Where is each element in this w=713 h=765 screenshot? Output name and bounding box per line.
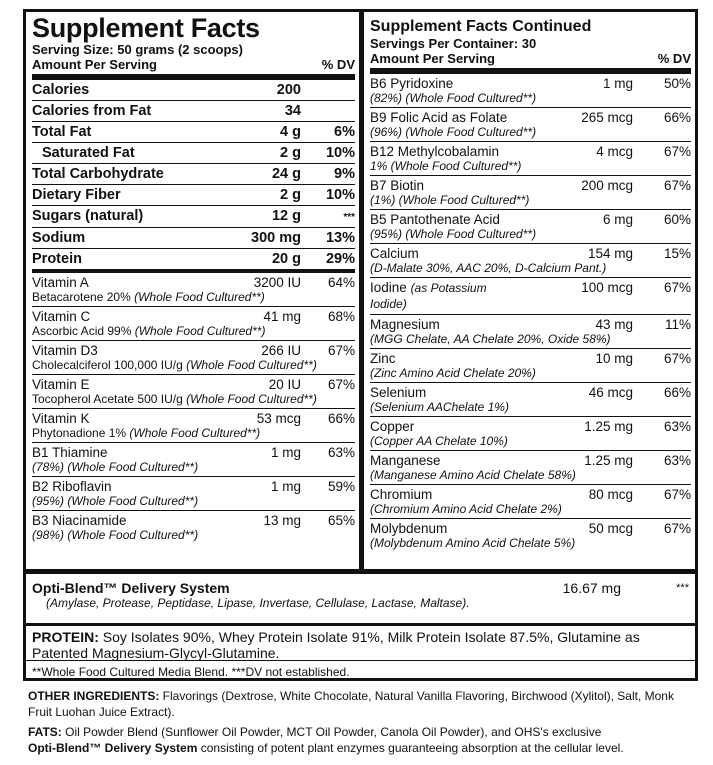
- continued-title: Supplement Facts Continued: [370, 18, 592, 35]
- nutrient-dv: 66%: [663, 110, 691, 125]
- nutrient-name: Selenium: [370, 385, 427, 400]
- nutrient-dv: 63%: [663, 419, 691, 434]
- nutrient-amount: 265 mcg: [581, 110, 633, 125]
- nutrient-dv: 67%: [663, 487, 691, 502]
- nutrient-name: Chromium: [370, 487, 433, 502]
- nutrient-dv: 67%: [663, 144, 691, 159]
- vitamin-amount: 53 mcg: [256, 411, 301, 426]
- vitamin-dv: 67%: [327, 343, 355, 358]
- other-ingredients-text: Flavorings (Dextrose, White Chocolate, Natural Vanilla Flavoring, Birchwood (Xylitol), Salt, Monk Fruit Luohan Juice Extract).: [28, 689, 674, 719]
- nutrient-source: (Zinc Amino Acid Chelate 20%): [370, 366, 536, 380]
- vitamin-name: Vitamin C: [32, 309, 91, 324]
- nutrient-amount: 154 mg: [587, 246, 633, 261]
- nutrient-row: [370, 519, 691, 552]
- nutrient-row: [370, 383, 691, 417]
- other-ingredients: [28, 688, 688, 756]
- macro-row: [32, 101, 355, 122]
- protein-text: Soy Isolates 90%, Whey Protein Isolate 91%, Milk Protein Isolate 87.5%, Glutamine as Patented Magnesium-Glycyl-Glutamine.: [32, 629, 640, 661]
- nutrient-row: [370, 485, 691, 519]
- protein-label: PROTEIN:: [32, 629, 99, 645]
- macro-name: Sugars (natural): [32, 208, 144, 224]
- nutrient-source: (95%) (Whole Food Cultured**): [370, 227, 537, 241]
- servings-per-container: Servings Per Container: 30: [370, 36, 537, 51]
- macro-row: [32, 80, 355, 101]
- vitamin-dv: 67%: [327, 377, 355, 392]
- nutrient-dv: 60%: [663, 212, 691, 227]
- macro-amount: 34: [284, 103, 301, 119]
- nutrient-name: B5 Pantothenate Acid: [370, 212, 500, 227]
- protein-sources: [26, 623, 695, 664]
- vitamin-source: Cholecalciferol 100,000 IU/g: [32, 358, 187, 372]
- macro-row: [32, 143, 355, 164]
- macro-name: Saturated Fat: [42, 145, 135, 161]
- left-column: [26, 12, 359, 544]
- supplement-facts-panel: [23, 9, 698, 681]
- nutrient-amount: 10 mg: [595, 351, 633, 366]
- vitamin-name: B1 Thiamine: [32, 445, 108, 460]
- vitamin-amount: 13 mg: [263, 513, 301, 528]
- right-column: [365, 12, 695, 552]
- vitamin-dv: 66%: [327, 411, 355, 426]
- macro-amount: 2 g: [280, 145, 301, 161]
- nutrient-name: Copper: [370, 419, 415, 434]
- nutrient-row: [370, 244, 691, 278]
- macro-name: Total Carbohydrate: [32, 166, 164, 182]
- nutrient-amount: 50 mcg: [588, 521, 633, 536]
- nutrient-source: (MGG Chelate, AA Chelate 20%, Oxide 58%): [370, 332, 611, 346]
- nutrient-dv: 11%: [664, 317, 691, 332]
- opti-blend-enzymes: (Amylase, Protease, Peptidase, Lipase, Invertase, Cellulase, Lactase, Maltase).: [46, 596, 470, 610]
- nutrient-source: (Manganese Amino Acid Chelate 58%): [370, 468, 576, 482]
- nutrient-row: [370, 278, 691, 315]
- macro-amount: 20 g: [271, 251, 301, 267]
- nutrient-name: B7 Biotin: [370, 178, 425, 193]
- footnote: **Whole Food Cultured Media Blend. ***DV not established.: [26, 660, 695, 683]
- nutrient-source: (82%) (Whole Food Cultured**): [370, 91, 537, 105]
- nutrient-name: Magnesium: [370, 317, 440, 332]
- vitamin-amount: 41 mg: [263, 309, 301, 324]
- macro-dv: 9%: [334, 166, 355, 182]
- nutrient-source: (as Potassium Iodide): [370, 281, 487, 311]
- nutrient-name: Zinc: [370, 351, 396, 366]
- nutrient-amount: 4 mcg: [596, 144, 633, 159]
- nutrient-source: (1%) (Whole Food Cultured**): [370, 193, 530, 207]
- left-header: [32, 57, 355, 80]
- nutrient-source: (Chromium Amino Acid Chelate 2%): [370, 502, 562, 516]
- vitamin-row: [32, 477, 355, 511]
- opti-blend-amount: 16.67 mg: [562, 580, 621, 596]
- macro-dv: 10%: [325, 187, 355, 203]
- nutrient-amount: 1.25 mg: [584, 419, 633, 434]
- nutrient-dv: 67%: [663, 521, 691, 536]
- nutrient-name: Molybdenum: [370, 521, 448, 536]
- macro-amount: 12 g: [271, 208, 301, 224]
- macro-amount: 24 g: [271, 166, 301, 182]
- vitamin-row: [32, 409, 355, 443]
- macro-dv: 13%: [325, 230, 355, 246]
- macro-name: Calories from Fat: [32, 103, 152, 119]
- vitamin-source-note: (Whole Food Cultured**): [186, 392, 317, 406]
- other-ingredients-label: OTHER INGREDIENTS:: [28, 689, 160, 703]
- panel-title: Supplement Facts: [32, 13, 260, 43]
- vitamin-name: B2 Riboflavin: [32, 479, 112, 494]
- vitamin-name: Vitamin E: [32, 377, 90, 392]
- nutrient-dv: 50%: [663, 76, 691, 91]
- nutrient-source: (Copper AA Chelate 10%): [370, 434, 508, 448]
- macro-amount: 300 mg: [251, 230, 301, 246]
- nutrient-row: [370, 74, 691, 108]
- macro-row: [32, 228, 355, 249]
- vitamin-source: Tocopherol Acetate 500 IU/g: [32, 392, 187, 406]
- vitamin-source-note: (Whole Food Cultured**): [134, 324, 266, 338]
- nutrient-source: (Selenium AAChelate 1%): [370, 400, 509, 414]
- macro-amount: 2 g: [280, 187, 301, 203]
- vitamin-amount: 1 mg: [270, 445, 301, 460]
- macro-dv: ***: [343, 212, 355, 223]
- opti-blend-label: Opti-Blend™ Delivery System: [28, 741, 198, 755]
- vitamin-source-note: (98%) (Whole Food Cultured**): [32, 528, 199, 542]
- vitamin-source-note: (Whole Food Cultured**): [186, 358, 317, 372]
- nutrient-dv: 67%: [663, 351, 691, 366]
- macro-amount: 200: [276, 82, 301, 98]
- vitamin-source-note: (Whole Food Cultured**): [134, 290, 265, 304]
- opti-blend-section: [26, 569, 695, 613]
- vitamin-dv: 65%: [327, 513, 355, 528]
- nutrient-source: 1% (Whole Food Cultured**): [370, 159, 522, 173]
- nutrient-dv: 63%: [663, 453, 691, 468]
- nutrient-amount: 46 mcg: [588, 385, 633, 400]
- vitamin-amount: 1 mg: [270, 479, 301, 494]
- nutrient-name: B6 Pyridoxine: [370, 76, 454, 91]
- macro-name: Calories: [32, 82, 90, 98]
- nutrient-source: (Molybdenum Amino Acid Chelate 5%): [370, 536, 576, 550]
- vitamin-amount: 20 IU: [268, 377, 301, 392]
- nutrient-source: (96%) (Whole Food Cultured**): [370, 125, 537, 139]
- opti-blend-dv: ***: [676, 582, 689, 594]
- vitamin-row: [32, 375, 355, 409]
- nutrient-dv: 66%: [663, 385, 691, 400]
- macro-row: [32, 206, 355, 228]
- vitamin-row: [32, 307, 355, 341]
- macro-dv: 6%: [334, 124, 355, 140]
- macro-name: Total Fat: [32, 124, 92, 140]
- vitamin-row: [32, 341, 355, 375]
- macro-amount: 4 g: [280, 124, 301, 140]
- vitamin-row: [32, 273, 355, 307]
- vitamin-amount: 266 IU: [261, 343, 301, 358]
- nutrient-row: [370, 210, 691, 244]
- vitamin-name: Vitamin K: [32, 411, 90, 426]
- vitamin-source: Ascorbic Acid 99%: [32, 324, 135, 338]
- opti-blend-name: Opti-Blend™ Delivery System: [32, 580, 230, 596]
- vitamin-source: Betacarotene 20%: [32, 290, 135, 304]
- vitamin-dv: 63%: [327, 445, 355, 460]
- vitamin-row: [32, 443, 355, 477]
- macro-row: [32, 122, 355, 143]
- serving-size: Serving Size: 50 grams (2 scoops): [32, 42, 243, 57]
- nutrient-dv: 67%: [663, 280, 691, 295]
- nutrient-amount: 1 mg: [602, 76, 633, 91]
- nutrient-name: Calcium: [370, 246, 419, 261]
- vitamin-name: Vitamin D3: [32, 343, 98, 358]
- vitamin-name: Vitamin A: [32, 275, 89, 290]
- right-header: [370, 51, 691, 74]
- macro-row: [32, 164, 355, 185]
- vitamin-source-note: (78%) (Whole Food Cultured**): [32, 460, 199, 474]
- nutrient-amount: 80 mcg: [588, 487, 633, 502]
- vitamin-source-note: (95%) (Whole Food Cultured**): [32, 494, 199, 508]
- vitamin-dv: 64%: [327, 275, 355, 290]
- nutrient-source: (D-Malate 30%, AAC 20%, D-Calcium Pant.): [370, 261, 607, 275]
- opti-blend-text: consisting of potent plant enzymes guaranteeing absorption at the cellular level.: [197, 741, 624, 755]
- nutrient-row: [370, 451, 691, 485]
- macro-row: [32, 249, 355, 273]
- vitamin-name: B3 Niacinamide: [32, 513, 127, 528]
- macro-name: Protein: [32, 251, 82, 267]
- vitamin-dv: 68%: [327, 309, 355, 324]
- macro-name: Dietary Fiber: [32, 187, 121, 203]
- vitamin-source-note: (Whole Food Cultured**): [129, 426, 261, 440]
- nutrient-row: [370, 315, 691, 349]
- macro-row: [32, 185, 355, 206]
- column-divider: [359, 12, 364, 569]
- macro-dv: 29%: [325, 251, 355, 267]
- fats-text: Oil Powder Blend (Sunflower Oil Powder, MCT Oil Powder, Canola Oil Powder), and OHS's exclusive: [61, 725, 602, 739]
- amount-per-serving-label: Amount Per Serving: [32, 57, 157, 72]
- nutrient-amount: 6 mg: [602, 212, 633, 227]
- vitamin-row: [32, 511, 355, 544]
- dv-label: % DV: [657, 51, 691, 66]
- dv-label: % DV: [321, 57, 355, 72]
- nutrient-row: [370, 176, 691, 210]
- vitamin-source: Phytonadione 1%: [32, 426, 130, 440]
- nutrient-dv: 67%: [663, 178, 691, 193]
- nutrient-name: Iodine: [370, 280, 407, 295]
- macro-name: Sodium: [32, 230, 86, 246]
- nutrient-row: [370, 108, 691, 142]
- nutrient-dv: 15%: [663, 246, 691, 261]
- nutrient-name: Manganese: [370, 453, 441, 468]
- nutrient-name: B12 Methylcobalamin: [370, 144, 500, 159]
- nutrient-row: [370, 142, 691, 176]
- nutrient-row: [370, 349, 691, 383]
- fats-label: FATS:: [28, 725, 62, 739]
- nutrient-name: B9 Folic Acid as Folate: [370, 110, 508, 125]
- nutrient-amount: 43 mg: [595, 317, 633, 332]
- macro-dv: 10%: [325, 145, 355, 161]
- nutrient-amount: 100 mcg: [581, 280, 633, 295]
- vitamin-amount: 3200 IU: [253, 275, 301, 290]
- nutrient-row: [370, 417, 691, 451]
- nutrient-amount: 200 mcg: [581, 178, 633, 193]
- vitamin-dv: 59%: [327, 479, 355, 494]
- amount-per-serving-label: Amount Per Serving: [370, 51, 495, 66]
- nutrient-amount: 1.25 mg: [584, 453, 633, 468]
